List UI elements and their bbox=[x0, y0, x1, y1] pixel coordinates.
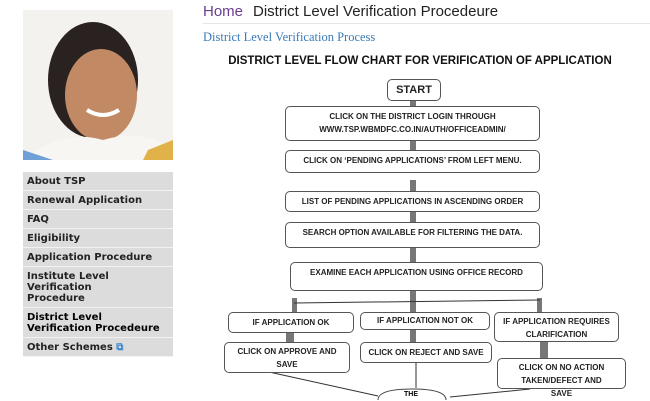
flow-step-examine: EXAMINE EACH APPLICATION USING OFFICE RECORD bbox=[290, 262, 543, 291]
flow-step-url: WWW.TSP.WBMDFC.CO.IN/AUTH/OFFICEADMIN/ bbox=[319, 125, 506, 134]
flow-branch-not-ok: IF APPLICATION NOT OK bbox=[360, 312, 490, 330]
sidebar-item-about-tsp[interactable]: About TSP bbox=[23, 172, 173, 191]
flow-end: THE bbox=[404, 391, 418, 398]
section-heading: District Level Verification Process bbox=[203, 30, 376, 44]
flow-action-reject: CLICK ON REJECT AND SAVE bbox=[360, 342, 492, 363]
flow-step-login bbox=[285, 106, 540, 141]
sidebar-item-faq[interactable]: FAQ bbox=[23, 210, 173, 229]
flow-action-no-action: CLICK ON NO ACTION TAKEN/DEFECT AND SAVE bbox=[497, 358, 626, 389]
flow-step-text: CLICK ON THE DISTRICT LOGIN THROUGH bbox=[329, 112, 496, 121]
sidebar-item-application-procedure[interactable]: Application Procedure bbox=[23, 248, 173, 267]
flow-branch-ok: IF APPLICATION OK bbox=[228, 312, 354, 333]
flow-step-list: LIST OF PENDING APPLICATIONS IN ASCENDING ORDER bbox=[285, 191, 540, 212]
flowchart-title: DISTRICT LEVEL FLOW CHART FOR VERIFICATION OF APPLICATION bbox=[228, 55, 612, 67]
flow-step-search: SEARCH OPTION AVAILABLE FOR FILTERING THE DATA. bbox=[285, 222, 540, 248]
flow-branch-clarification: IF APPLICATION REQUIRES CLARIFICATION bbox=[494, 312, 619, 342]
flow-start: START bbox=[387, 79, 441, 101]
sidebar-item-eligibility[interactable]: Eligibility bbox=[23, 229, 173, 248]
sidebar-item-label: Other Schemes bbox=[27, 342, 113, 353]
page-title: District Level Verification Procedeure bbox=[253, 3, 499, 20]
flow-step-pending: CLICK ON ‘PENDING APPLICATIONS’ FROM LEFT MENU. bbox=[285, 150, 540, 173]
sidebar-item-renewal-application[interactable]: Renewal Application bbox=[23, 191, 173, 210]
breadcrumb-home-link[interactable]: Home bbox=[203, 3, 244, 20]
flow-action-approve: CLICK ON APPROVE AND SAVE bbox=[224, 342, 350, 373]
external-link-icon: ⧉ bbox=[116, 342, 124, 353]
sidebar-item-district-verification[interactable]: District Level Verification Procedeure bbox=[23, 308, 173, 338]
sidebar-item-institute-verification[interactable]: Institute Level Verification Procedure bbox=[23, 267, 173, 308]
